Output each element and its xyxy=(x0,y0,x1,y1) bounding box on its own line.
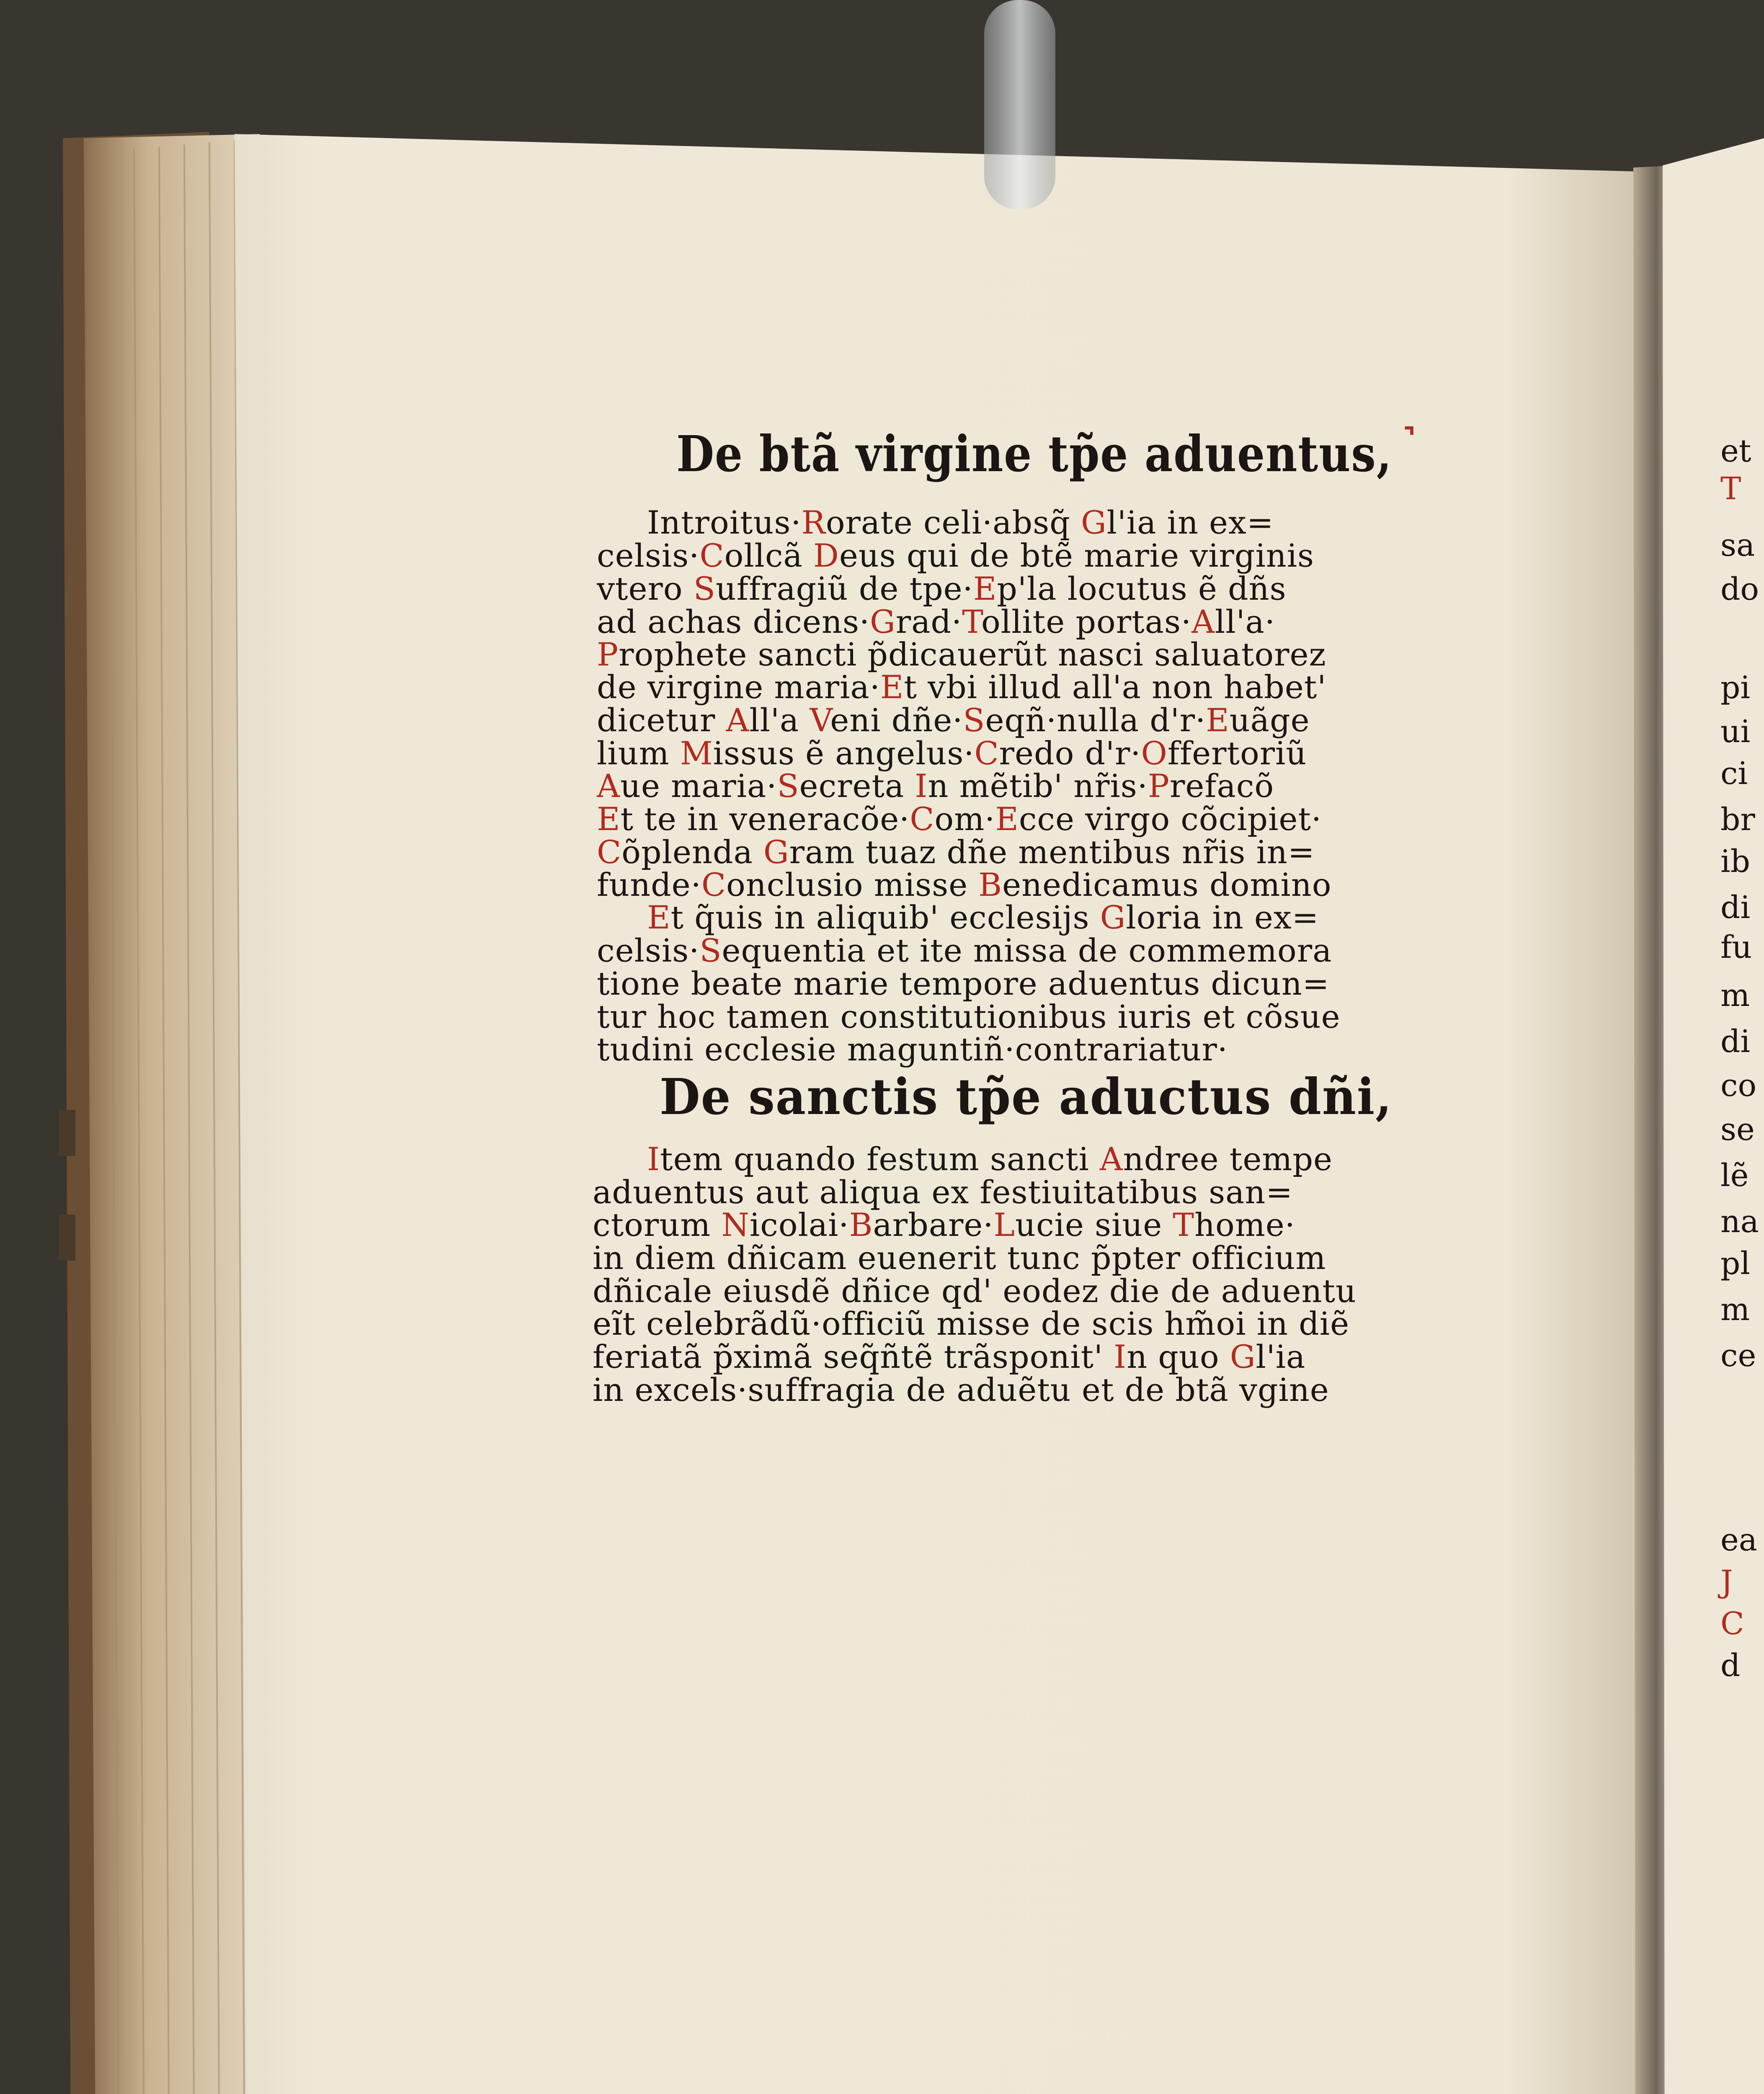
facing-page-fragment: di xyxy=(1720,1024,1751,1060)
facing-page-fragment: ci xyxy=(1720,756,1748,792)
text-run: l'ia in ex= xyxy=(1106,504,1274,541)
text-line xyxy=(597,965,1330,1002)
rubricated-initial: E xyxy=(995,800,1019,838)
text-line xyxy=(593,1206,1295,1243)
text-run: eĩt celebrãdũ·officiũ misse de scis hm̃oi in diẽ xyxy=(593,1305,1350,1342)
rubricated-initial: M xyxy=(680,735,713,772)
rubricated-initial: E xyxy=(1206,701,1230,739)
text-line xyxy=(593,1173,1293,1211)
rubricated-initial: E xyxy=(597,800,621,838)
text-line xyxy=(597,1031,1228,1068)
text-run: lium xyxy=(597,735,680,772)
text-run: equentia et ite missa de commemora xyxy=(722,932,1332,969)
text-run: ue maria· xyxy=(620,767,777,805)
facing-page-fragment: na xyxy=(1720,1204,1759,1240)
text-run: dñicale eiusdẽ dñice qd' eodez die de aduentu xyxy=(593,1272,1357,1310)
text-line xyxy=(597,833,1315,871)
rubricated-initial: C xyxy=(699,537,725,574)
text-run: home· xyxy=(1194,1206,1295,1243)
facing-page-fragment: sa xyxy=(1720,527,1755,563)
rubricated-initial: T xyxy=(1173,1206,1195,1243)
rubricated-initial: P xyxy=(597,636,619,673)
rubricated-initial: S xyxy=(777,767,799,805)
text-run: ollcã xyxy=(724,537,813,574)
text-run: in excels·suffragia de aduẽtu et de btã vgine xyxy=(593,1371,1329,1408)
rubricated-initial: E xyxy=(880,668,904,706)
section-heading: De btã virgine tp̃e aduentus, xyxy=(676,425,1393,483)
text-run: loria in ex= xyxy=(1126,899,1319,936)
text-line xyxy=(597,701,1310,739)
rubricated-initial: A xyxy=(1099,1140,1123,1178)
facing-page-fragment: br xyxy=(1720,802,1755,838)
rubricated-initial: P xyxy=(1148,767,1170,805)
text-line xyxy=(647,504,1274,541)
text-run: l'ia xyxy=(1256,1338,1306,1375)
rubricated-initial: G xyxy=(870,603,896,640)
facing-page-fragment: T xyxy=(1720,471,1741,507)
rubricated-initial: D xyxy=(813,537,839,574)
facing-page-fragment: C xyxy=(1720,1606,1744,1642)
text-run: ll'a xyxy=(749,701,810,739)
rubricated-initial: L xyxy=(993,1206,1015,1243)
text-run: ram tuaz dñe mentibus nr̃is in= xyxy=(789,833,1315,871)
text-run: refacõ xyxy=(1170,767,1274,805)
facing-page-fragment: pi xyxy=(1720,670,1751,706)
text-line xyxy=(597,603,1275,640)
text-line xyxy=(597,866,1332,903)
facing-page-fragment: m xyxy=(1720,977,1750,1013)
facing-page-fragment: fu xyxy=(1720,929,1752,965)
text-run: ad achas dicens· xyxy=(597,603,870,640)
heading-mark: ˺ xyxy=(1401,412,1418,470)
text-line xyxy=(593,1239,1326,1277)
text-run: issus ẽ angelus· xyxy=(713,735,975,772)
rubricated-initial: C xyxy=(910,800,935,838)
text-run: tione beate marie tempore aduentus dicun= xyxy=(597,965,1330,1002)
text-run: rad· xyxy=(895,603,962,640)
rubricated-initial: S xyxy=(699,932,722,969)
rubricated-initial: I xyxy=(1114,1338,1127,1375)
text-run: n mẽtib' nr̃is· xyxy=(928,767,1148,805)
rubricated-initial: V xyxy=(810,701,830,739)
rubricated-initial: G xyxy=(1230,1338,1256,1375)
text-run: enedicamus domino xyxy=(1002,866,1332,903)
rubricated-initial: C xyxy=(974,735,999,772)
text-run: tudini ecclesie maguntiñ·contrariatur· xyxy=(597,1031,1228,1068)
text-run: vtero xyxy=(597,570,694,607)
section-heading: De sanctis tp̃e aductus dñi, xyxy=(660,1068,1393,1126)
facing-page-fragment: d xyxy=(1720,1648,1741,1684)
facing-page-fragment: m xyxy=(1720,1292,1750,1328)
text-line xyxy=(593,1272,1357,1310)
text-run: om· xyxy=(934,800,995,838)
text-run: ecreta xyxy=(799,767,915,805)
rubricated-initial: S xyxy=(963,701,985,739)
text-run: onclusio misse xyxy=(726,866,979,903)
facing-page-fragment: se xyxy=(1720,1111,1755,1148)
rubricated-initial: S xyxy=(693,570,716,607)
text-run: rophete sancti p̃dicauerũt nasci saluatorez xyxy=(619,636,1326,673)
text-line xyxy=(597,636,1326,673)
text-run: uãge xyxy=(1229,701,1310,739)
text-run: ucie siue xyxy=(1015,1206,1173,1243)
text-run: tem quando festum sancti xyxy=(660,1140,1100,1178)
text-line xyxy=(597,668,1327,706)
rubricated-initial: G xyxy=(1081,504,1107,541)
text-run: arbare· xyxy=(873,1206,994,1243)
text-run: ll'a· xyxy=(1215,603,1275,640)
rubricated-initial: G xyxy=(763,833,789,871)
text-line xyxy=(593,1371,1329,1408)
text-run: ctorum xyxy=(593,1206,722,1243)
clasp-hinge-upper xyxy=(59,1110,75,1156)
text-run: eqñ·nulla d'r· xyxy=(985,701,1206,739)
text-run: uffragiũ de tpe· xyxy=(715,570,973,607)
text-run: eus qui de btẽ marie virginis xyxy=(839,537,1315,574)
text-run: n quo xyxy=(1127,1338,1230,1375)
text-run: aduentus aut aliqua ex festiuitatibus san= xyxy=(593,1173,1293,1211)
rubricated-initial: O xyxy=(1141,735,1168,772)
text-line xyxy=(647,899,1319,936)
facing-page-fragment: lẽ xyxy=(1720,1158,1749,1194)
text-run: ffertoriũ xyxy=(1167,735,1307,772)
text-run: orate celi·absq̃ xyxy=(825,504,1081,541)
text-run: t q̃uis in aliquib' ecclesijs xyxy=(671,899,1100,936)
clasp-hinge-lower xyxy=(59,1215,75,1261)
rubricated-initial: C xyxy=(597,833,622,871)
facing-page-fragment: ea xyxy=(1720,1522,1757,1558)
text-line xyxy=(597,932,1332,969)
text-run: celsis· xyxy=(597,537,700,574)
rubricated-initial: R xyxy=(801,504,826,541)
facing-page-fragment: do xyxy=(1720,571,1759,607)
facing-page-fragment: J xyxy=(1720,1564,1733,1600)
text-run: funde· xyxy=(597,866,701,903)
rubricated-initial: A xyxy=(597,767,620,805)
facing-page-fragment: ce xyxy=(1720,1338,1756,1374)
text-run: dicetur xyxy=(597,701,726,739)
rubricated-initial: T xyxy=(962,603,981,640)
text-run: tur hoc tamen constitutionibus iuris et cõsue xyxy=(597,998,1341,1035)
text-line xyxy=(597,767,1274,805)
text-run: icolai· xyxy=(749,1206,849,1243)
rubricated-initial: G xyxy=(1100,899,1126,936)
facing-page-fragment: ib xyxy=(1720,843,1751,879)
rubricated-initial: A xyxy=(726,701,750,739)
rubricated-initial: B xyxy=(978,866,1003,903)
facing-page-fragment: ui xyxy=(1720,714,1751,750)
rubricated-initial: I xyxy=(915,767,928,805)
text-run: ndree tempe xyxy=(1123,1140,1333,1178)
facing-page-fragment: di xyxy=(1720,890,1751,926)
text-run: cce virgo cõcipiet· xyxy=(1019,800,1322,838)
text-run: de virgine maria· xyxy=(597,668,880,706)
text-run: redo d'r· xyxy=(999,735,1141,772)
text-line xyxy=(597,537,1315,574)
text-run: t te in veneracõe· xyxy=(620,800,910,838)
text-line xyxy=(597,998,1341,1035)
text-run: õplenda xyxy=(622,833,763,871)
text-run: feriatã p̃ximã seq̃ñtẽ trãsponit' xyxy=(593,1338,1114,1375)
text-line xyxy=(647,1140,1333,1178)
text-run: p'la locutus ẽ dñs xyxy=(997,570,1287,607)
text-run: Introitus· xyxy=(647,504,802,541)
facing-page-fragments xyxy=(1720,433,1764,1692)
facing-page-fragment: et xyxy=(1720,433,1751,469)
text-run: in diem dñicam euenerit tunc p̃pter officium xyxy=(593,1239,1326,1277)
text-line xyxy=(593,1305,1350,1342)
rubricated-initial: E xyxy=(973,570,997,607)
facing-page-fragment: pl xyxy=(1720,1246,1751,1282)
facing-page-fragment: co xyxy=(1720,1068,1756,1104)
rubricated-initial: C xyxy=(701,866,726,903)
text-line xyxy=(597,570,1287,607)
text-line xyxy=(593,1338,1306,1375)
text-line xyxy=(597,800,1322,838)
rubricated-initial: B xyxy=(849,1206,873,1243)
text-run: t vbi illud all'a non habet' xyxy=(904,668,1327,706)
rubricated-initial: A xyxy=(1191,603,1215,640)
text-run: ollite portas· xyxy=(981,603,1192,640)
rubricated-initial: N xyxy=(721,1206,750,1243)
text-run: eni dñe· xyxy=(830,701,963,739)
rubricated-initial: E xyxy=(647,899,671,936)
text-run: celsis· xyxy=(597,932,700,969)
top-clamp xyxy=(984,0,1055,209)
text-line xyxy=(597,735,1307,772)
rubricated-initial: I xyxy=(647,1140,660,1178)
